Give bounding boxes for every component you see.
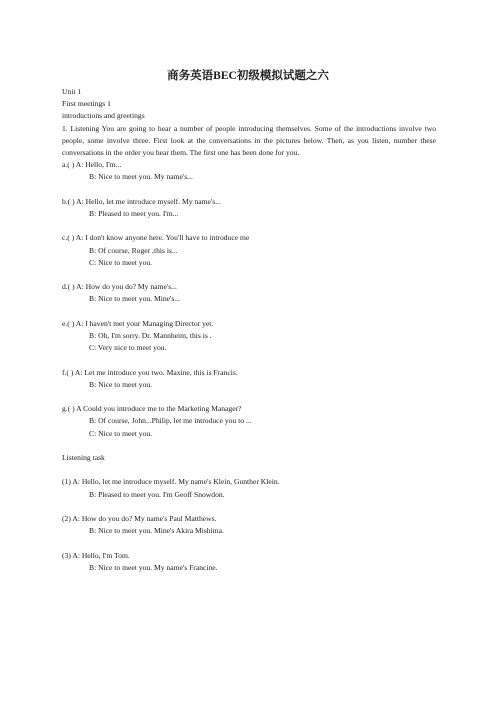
conversation-e-line-2: B: Oh, I'm sorry. Dr. Mannheim, this is . — [89, 331, 212, 340]
conversation-f-line-2: B: Nice to meet you. — [89, 379, 153, 389]
conversation-b-line-2: B: Pleased to meet you. I'm... — [89, 209, 179, 219]
conversation-g-line-1: g.( ) A Could you introduce me to the Marketing Manager? — [62, 404, 242, 414]
instructions-paragraph: 1. Listening You are going to hear a number of people introducing themselves. Some of the introductions involve two people, some involve three. First look at the conversations in the pictures below. Then, as you listen, number these conversations in the order you hear them. The first one has been done for you. — [62, 123, 436, 158]
conversation-b-line-1: b.( ) A: Hello, let me introduce myself. My name's... — [62, 196, 221, 206]
section-subtitle: introductions and greetings — [62, 111, 145, 121]
listening-item-1-line-1: (1) A: Hello, let me introduce myself. My name's Klein, Gunther Klein. — [62, 477, 280, 487]
listening-item-1-line-2: B: Pleased to meet you. I'm Geoff Snowdon. — [89, 489, 225, 499]
conversation-e-line-3: C: Very nice to meet you. — [89, 343, 167, 353]
listening-item-3-line-2: B: Nice to meet you. My name's Francine. — [89, 562, 218, 572]
listening-item-2-line-1: (2) A: How do you do? My name's Paul Matthews. — [62, 513, 217, 523]
conversation-c-line-3: C: Nice to meet you. — [89, 257, 153, 267]
listening-item-3-line-1: (3) A: Hello, I'm Tom. — [62, 550, 130, 560]
listening-task-heading: Listening task — [62, 452, 105, 462]
conversation-c-line-1: c.( ) A: I don't know anyone here. You'll have to introduce me — [62, 233, 250, 243]
conversation-d-line-1: d.( ) A: How do you do? My name's... — [62, 282, 177, 292]
conversation-g-line-3: C: Nice to meet you. — [89, 428, 153, 438]
document-title: 商务英语BEC初级模拟试题之六 — [167, 70, 329, 82]
conversation-d-line-2: B: Nice to meet you. Mine's... — [89, 294, 181, 304]
conversation-a-line-1: a.( ) A: Hello, I'm... — [62, 160, 122, 170]
conversation-g-line-2: B: Of course, John...Philip, let me introduce you to ... — [89, 416, 252, 426]
unit-label: Unit 1 — [62, 87, 82, 96]
conversation-a-line-2: B: Nice to meet you. My name's... — [89, 172, 193, 182]
conversation-e-line-1: e.( ) A: I haven't met your Managing Director yet. — [62, 318, 214, 328]
document-body — [62, 86, 436, 574]
conversation-c-line-2: B: Of course, Roger ,this is... — [89, 245, 178, 255]
conversation-f-line-1: f.( ) A: Let me introduce you two. Maxine, this is Francis. — [62, 367, 238, 377]
section-title: First meetings 1 — [62, 99, 111, 109]
listening-item-2-line-2: B: Nice to meet you. Mine's Akira Mishima. — [89, 526, 224, 536]
